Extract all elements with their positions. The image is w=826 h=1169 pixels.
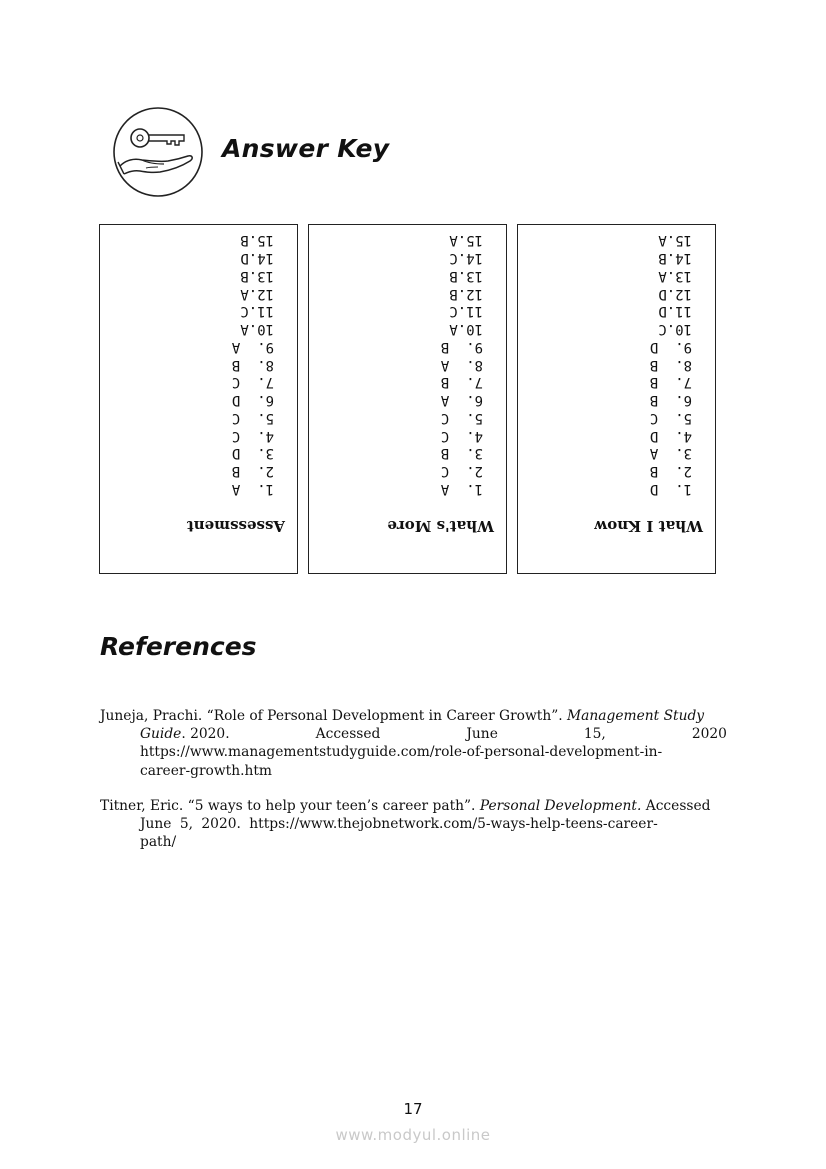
reference-entry-2 [100,797,727,852]
answer-list [232,231,274,497]
key-in-hand-icon [112,106,204,198]
ref-author: Titner, Eric. [100,798,188,814]
answer-item: 6. B [649,392,692,409]
answer-item: 2. C [440,463,483,480]
ref-month: June [466,726,498,743]
answer-item: 14.C [449,250,483,267]
answer-list [441,231,483,497]
answer-item: 7. B [649,374,692,391]
watermark: www.modyul.online [335,1126,491,1144]
answer-item: 7. B [440,374,483,391]
ref-url-cont: career-growth.htm [140,762,273,779]
ref-accessed: Accessed [315,726,381,743]
answer-item: 6. A [440,392,483,409]
column-title: What's More [387,517,494,535]
answer-column-what-i-know [517,224,716,574]
answer-item: 1. D [649,481,692,497]
answer-item: 4. C [440,427,483,444]
ref-line3: path/ [140,834,177,851]
answer-item: 11.C [449,303,483,320]
answer-item: 13.B [240,268,274,284]
ref-source: Personal Development. [479,798,642,814]
answer-item: 8. B [231,356,274,373]
answer-item: 3. D [231,445,274,462]
ref-accessed: Accessed [641,798,711,814]
answer-item: 3. B [440,445,483,462]
answer-item: 9. B [440,339,483,355]
column-title: Assessment [186,517,285,535]
references-title: References [100,632,257,661]
answer-item: 1. A [231,481,274,497]
answer-item: 12.D [658,285,692,302]
answer-list [650,231,692,497]
answer-item: 5. C [649,410,692,426]
answer-item: 11.D [658,303,692,320]
ref-year2: 2020 [691,726,727,743]
ref-work: “5 ways to help your teen’s career path”. [187,798,480,814]
ref-year: . 2020. [181,726,230,743]
answer-item: 9. D [649,339,692,355]
answer-item: 8. A [440,356,483,373]
answer-column-assessment [99,224,298,574]
reference-entry-1 [100,707,727,780]
ref-line2: June 5, 2020. https://www.thejobnetwork.com/5-ways-help-teens-career- [140,816,658,833]
answer-item: 10.C [658,321,692,338]
answer-item: 10.A [449,321,483,338]
answer-item: 6. D [231,392,274,409]
ref-work: “Role of Personal Development in Career Growth”. [206,708,568,724]
answer-column-whats-more [308,224,507,574]
page-number: 17 [403,1100,423,1118]
answer-item: 14.B [658,250,692,267]
answer-item: 5. C [231,410,274,426]
answer-item: 12.B [449,285,483,302]
answer-item: 13.A [658,268,692,284]
answer-item: 4. D [649,427,692,444]
column-title: What I Know [594,517,703,535]
answer-item: 9. A [231,339,274,355]
answer-item: 11.C [240,303,274,320]
answer-item: 5. C [440,410,483,426]
answer-item: 15.A [658,232,692,249]
ref-source: Management Study [567,708,705,724]
answer-item: 2. B [231,463,274,480]
answer-item: 12.A [240,285,274,302]
answer-item: 3. A [649,445,692,462]
ref-author: Juneja, Prachi. [100,708,207,724]
answer-item: 4. C [231,427,274,444]
answer-item: 14.D [240,250,274,267]
answer-item: 7. C [231,374,274,391]
ref-day: 15, [583,726,606,743]
answer-key-icon [112,106,204,198]
answer-item: 15.B [240,232,274,249]
answer-item: 15.A [449,232,483,249]
answer-item: 8. B [649,356,692,373]
answer-item: 13.B [449,268,483,284]
answer-item: 10.A [240,321,274,338]
ref-url: https://www.managementstudyguide.com/role-of-personal-development-in- [140,744,663,761]
answer-item: 1. A [440,481,483,497]
ref-source-cont: Guide [140,726,182,743]
answer-item: 2. B [649,463,692,480]
answer-key-title: Answer Key [222,134,390,163]
